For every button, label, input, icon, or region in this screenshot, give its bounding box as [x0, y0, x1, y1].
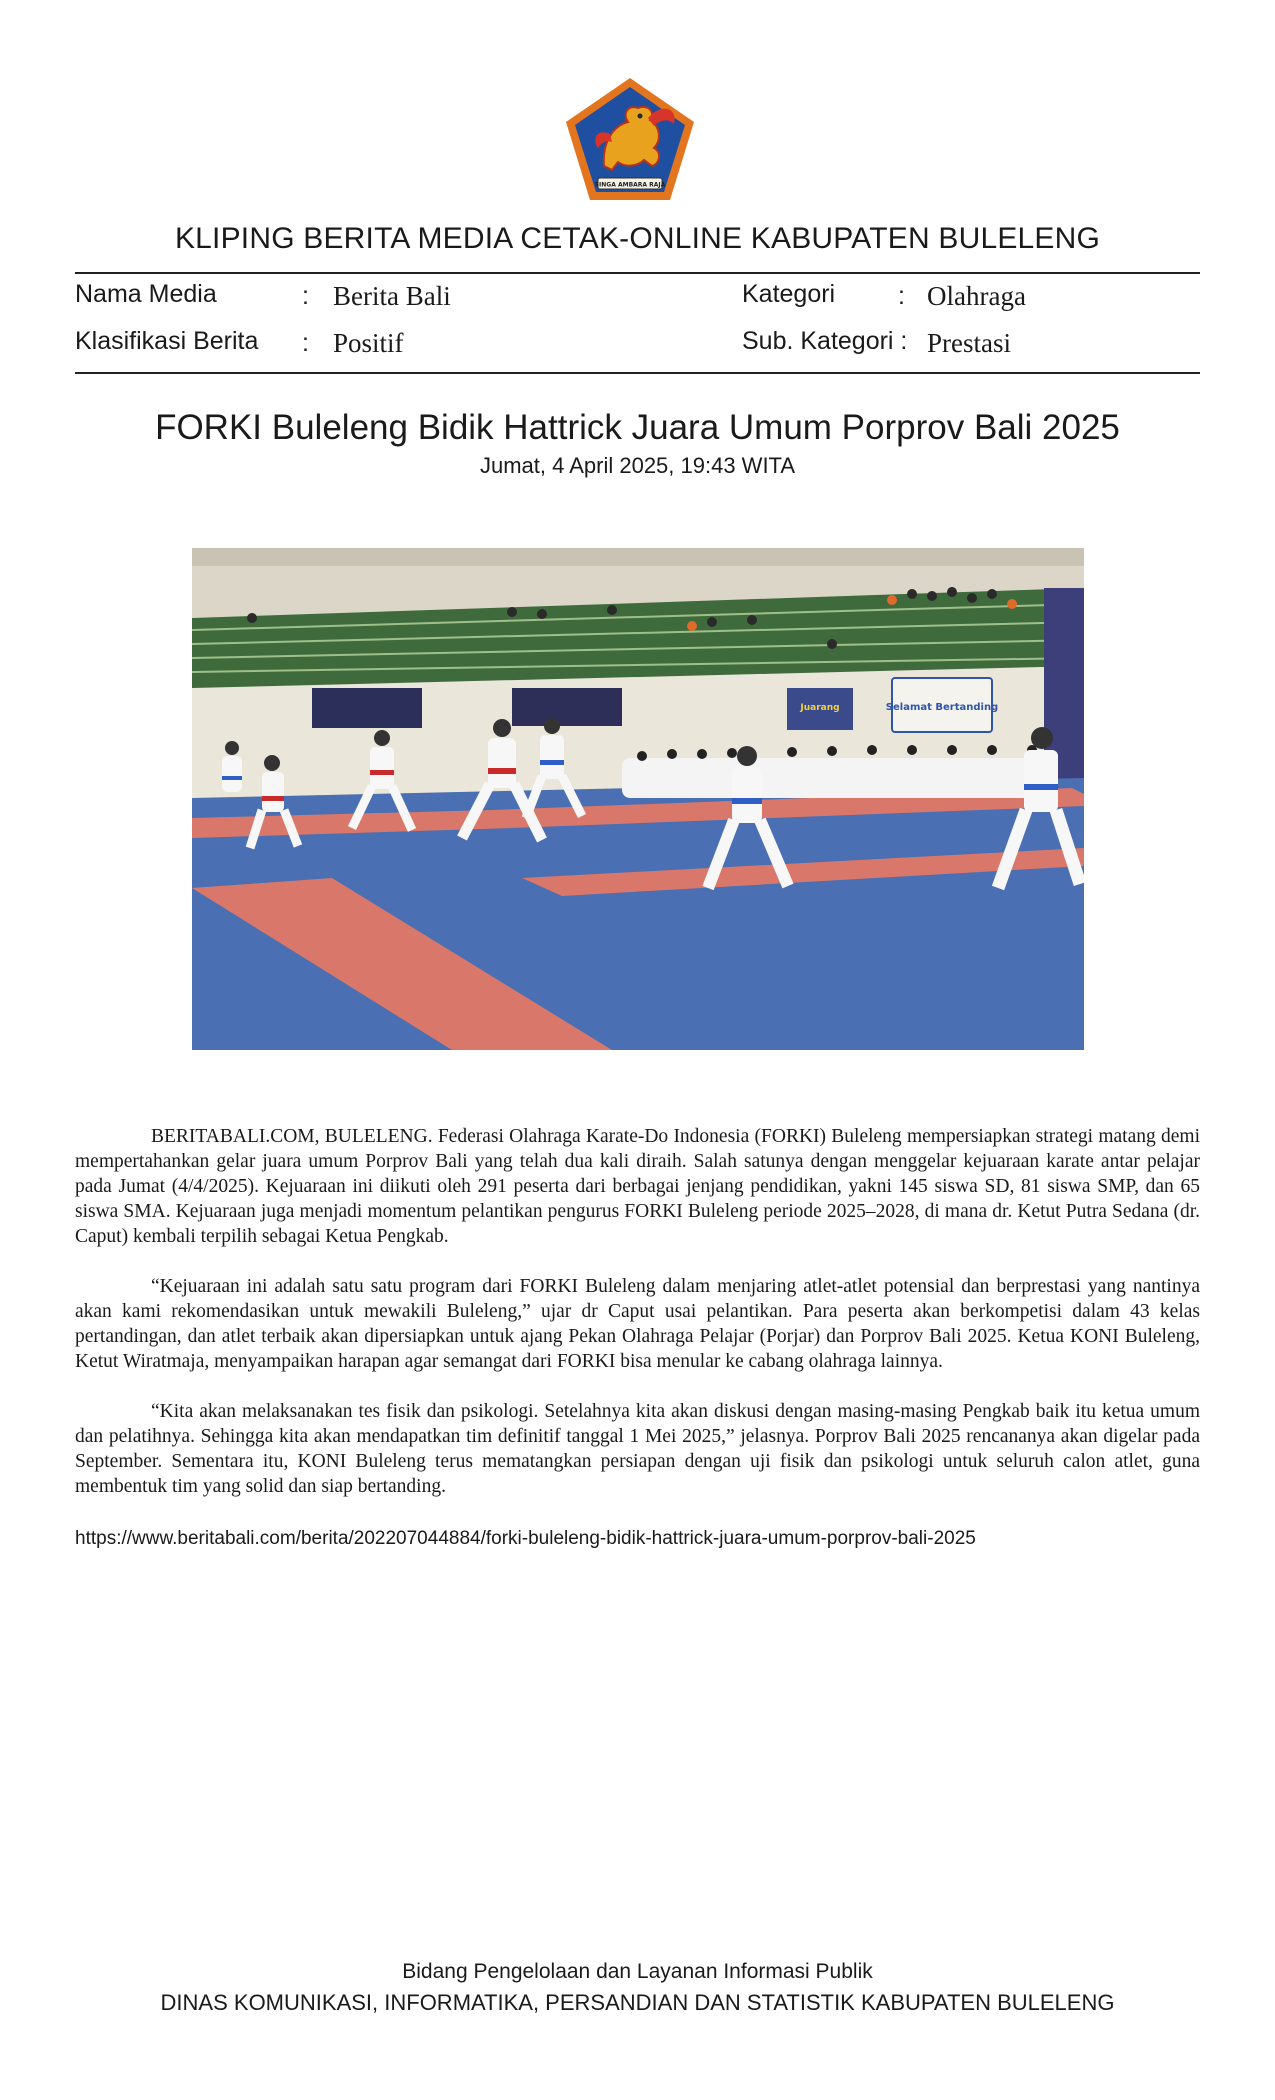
subcategory-value: Prestasi [927, 328, 1011, 358]
article-date: Jumat, 4 April 2025, 19:43 WITA [479, 453, 796, 478]
article-paragraph: BERITABALI.COM, BULELENG. Federasi Olahraga Karate-Do Indonesia (FORKI) Buleleng mempersiapkan strategi matang demi mempertahankan gelar juara umum Porprov Bali yang telah dua kali diraih. Salah satunya dengan menggelar kejuaraan karate antar pelajar pada Jumat (4/4/2025). Kejuaraan ini diikuti oleh 291 peserta dari berbagai jenjang pendidikan, yakni 145 siswa SD, 81 siswa SMP, dan 65 siswa SMA. Kejuaraan juga menjadi momentum pelantikan pengurus FORKI Buleleng periode 2025–2028, di mana dr. Ketut Putra Sedana (dr. Caput) kembali terpilih sebagai Ketua Pengkab. [75, 1126, 1200, 1247]
classification-label: Klasifikasi Berita [75, 327, 259, 355]
article-paragraph: “Kita akan melaksanakan tes fisik dan psikologi. Setelahnya kita akan diskusi dengan masing-masing Pengkab baik itu ketua umum dan pelatihnya. Sehingga kita akan mendapatkan tim definitif tanggal 1 Mei 2025,” jelasnya. Porprov Bali 2025 rencananya akan digelar pada September. Sementara itu, KONI Buleleng terus mematangkan persiapan dengan uji fisik dan psikologi untuk seluruh calon atlet, guna membentuk tim yang solid dan siap bertanding. [75, 1401, 1200, 1497]
banner-juarang-text: Juarang [800, 703, 840, 713]
subcategory-label: Sub. Kategori : [742, 327, 908, 355]
category-value: Olahraga [927, 281, 1026, 311]
karate-tournament-photo [192, 548, 1084, 1050]
header-divider-top [75, 272, 1200, 274]
classification-value: Positif [333, 328, 404, 358]
article-title: FORKI Buleleng Bidik Hattrick Juara Umum Porprov Bali 2025 [155, 408, 1120, 447]
category-label: Kategori [742, 280, 836, 308]
footer-department: Bidang Pengelolaan dan Layanan Informasi Publik [402, 1960, 873, 1983]
media-colon: : [302, 282, 309, 310]
article-paragraph: “Kejuaraan ini adalah satu satu program dari FORKI Buleleng dalam menjaring atlet-atlet potensial dan berprestasi yang nantinya akan kami rekomendasikan untuk mewakili Buleleng,” ujar dr Caput usai pelantikan. Para peserta akan berkompetisi dalam 43 kelas pertandingan, dan atlet terbaik akan dipersiapkan untuk ajang Pekan Olahraga Pelajar (Porjar) dan Porprov Bali 2025. Ketua KONI Buleleng, Ketut Wiratmaja, menyampaikan harapan agar semangat dari FORKI bisa menular ke cabang olahraga lainnya. [75, 1276, 1200, 1372]
classification-colon: : [302, 329, 309, 357]
banner-selamat-bertanding-text: Selamat Bertanding [885, 702, 999, 713]
header-divider-bottom [75, 372, 1200, 374]
clipping-header-title: KLIPING BERITA MEDIA CETAK-ONLINE KABUPATEN BULELENG [174, 222, 1101, 255]
article-body [75, 1124, 1200, 1524]
source-url: https://www.beritabali.com/berita/202207044884/forki-buleleng-bidik-hattrick-juara-umum-porprov-bali-2025 [75, 1528, 976, 1549]
media-label: Nama Media [75, 280, 217, 308]
media-value: Berita Bali [333, 281, 451, 311]
emblem-ribbon-text: SINGA AMBARA RAJA [594, 181, 666, 189]
category-colon: : [898, 282, 905, 310]
footer-agency: DINAS KOMUNIKASI, INFORMATIKA, PERSANDIAN DAN STATISTIK KABUPATEN BULELENG [160, 1990, 1115, 2015]
kabupaten-buleleng-emblem [562, 74, 698, 204]
